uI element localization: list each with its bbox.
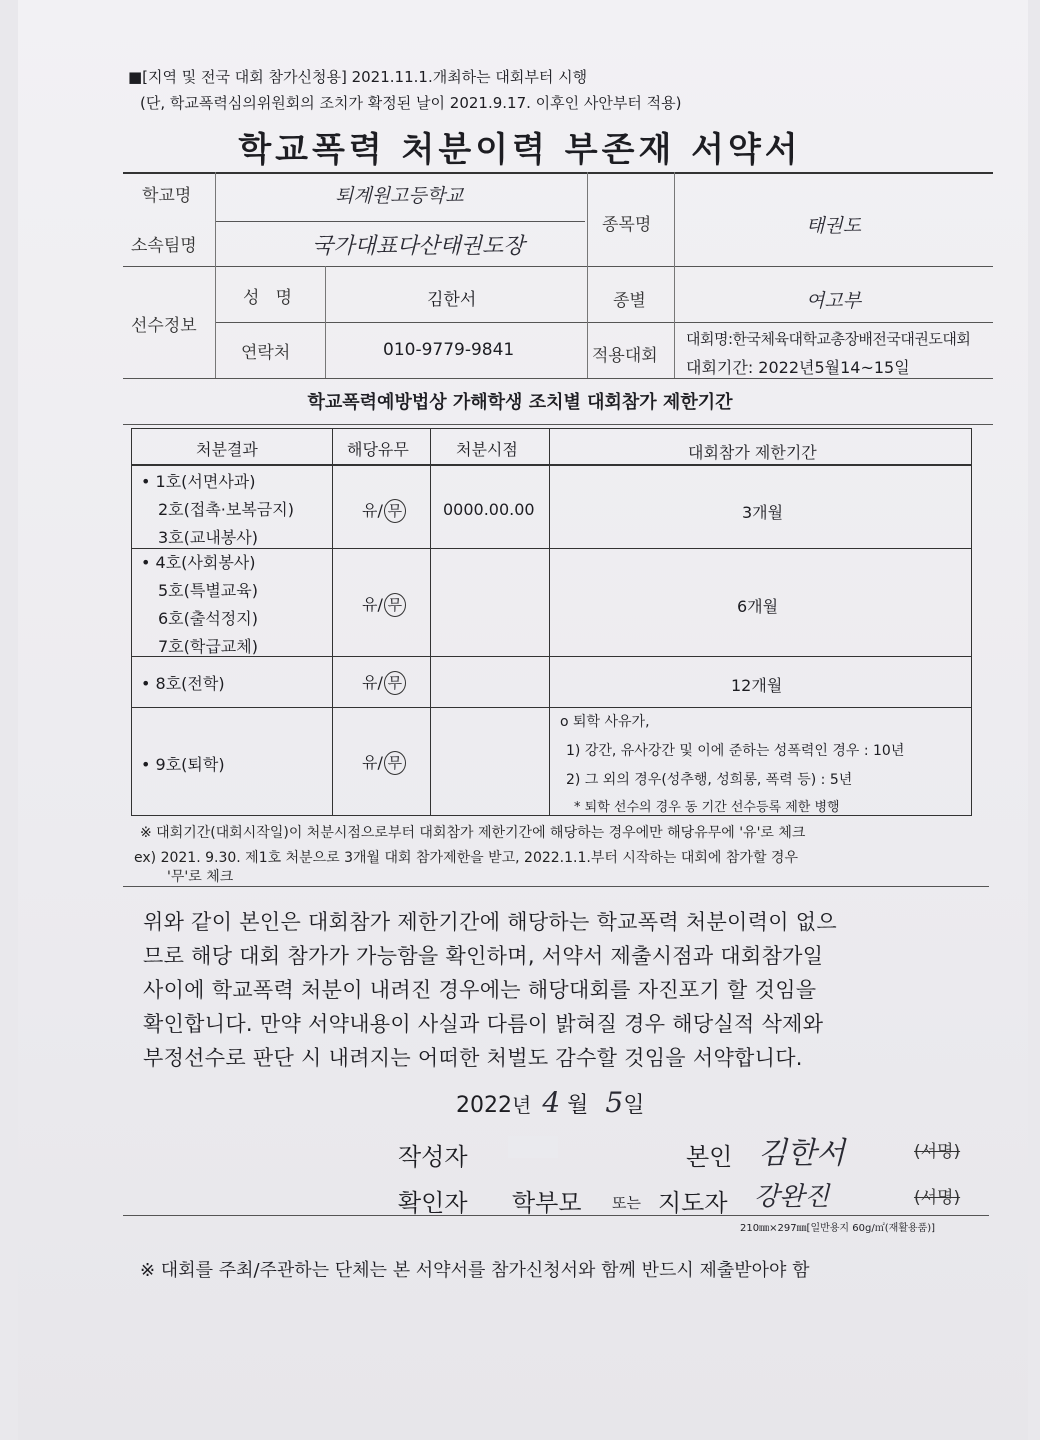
info-col-line [587, 172, 588, 378]
pledge-line: 부정선수로 판단 시 내려지는 어떠한 처벌도 감수할 것임을 서약합니다. [143, 1046, 803, 1070]
row4-period-line: o 퇴학 사유가, [560, 714, 650, 730]
team-label: 소속팀명 [131, 236, 197, 256]
confirm-label: 확인자 [398, 1189, 468, 1217]
info-divider [123, 266, 993, 267]
header-line-2: (단, 학교폭력심의위원회의 조치가 확정된 날이 2021.9.17. 이후인 사안부터 적용) [140, 94, 682, 112]
grid-header-line [131, 464, 972, 466]
info-col-line [215, 172, 216, 378]
parent-label: 학부모 [512, 1189, 582, 1217]
note-2: ex) 2021. 9.30. 제1호 처분으로 3개월 대회 참가제한을 받고, 2022.1.1.부터 시작하는 대회에 참가할 경우 [134, 850, 798, 866]
row1-item: • 1호(서면사과) [141, 472, 256, 491]
row3-item: • 8호(전학) [141, 674, 225, 693]
row4-check[interactable]: 유/ 무 [362, 750, 406, 775]
row4-period-line: 2) 그 외의 경우(성추행, 성희롱, 폭력 등) : 5년 [566, 772, 853, 788]
info-divider [215, 221, 585, 222]
division-label: 종별 [613, 291, 646, 311]
header-line-1: ■[지역 및 전국 대회 참가신청용] 2021.11.1.개최하는 대회부터 시행 [128, 68, 588, 86]
row3-period: 12개월 [731, 676, 783, 695]
info-col-line [674, 172, 675, 378]
coach-seal: (서명) [914, 1188, 961, 1208]
row1-period: 3개월 [742, 503, 784, 522]
document-title: 학교폭력 처분이력 부존재 서약서 [238, 130, 802, 170]
grid-col-line [549, 428, 550, 816]
event-value: 태권도 [806, 215, 862, 237]
name-value: 김한서 [427, 290, 477, 310]
grid-row-line [131, 707, 972, 708]
name-label: 성 명 [243, 288, 293, 308]
self-seal: (서명) [914, 1142, 961, 1162]
pledge-line: 위와 같이 본인은 대회참가 제한기간에 해당하는 학교폭력 처분이력이 없으 [143, 910, 837, 934]
header-period: 대회참가 제한기간 [688, 443, 817, 462]
pledge-line: 므로 해당 대회 참가가 가능함을 확인하며, 서약서 제출시점과 대회참가일 [143, 944, 824, 968]
grid-row-line [131, 548, 972, 549]
grid-col-line [332, 428, 333, 816]
writer-label: 작성자 [398, 1143, 468, 1171]
row4-period-line: * 퇴학 선수의 경우 동 기간 선수등록 제한 병행 [574, 800, 840, 815]
event-label: 종목명 [602, 215, 652, 235]
competition-name: 대회명:한국체육대학교총장배전국대권도대회 [686, 330, 971, 348]
row2-item: 6호(출석정지) [158, 609, 258, 628]
pledge-line: 사이에 학교폭력 처분이 내려진 경우에는 해당대회를 자진포기 할 것임을 [143, 978, 817, 1002]
note-3: '무'로 체크 [167, 869, 234, 885]
header-date: 처분시점 [456, 440, 518, 459]
or-label: 또는 [612, 1194, 641, 1212]
row3-check[interactable]: 유/ 무 [362, 670, 406, 695]
row1-item: 3호(교내봉사) [158, 528, 258, 547]
row2-period: 6개월 [737, 597, 779, 616]
division-value: 여고부 [806, 290, 862, 312]
info-top-border [123, 172, 993, 174]
row2-check[interactable]: 유/ 무 [362, 592, 406, 617]
note-1: ※ 대회기간(대회시작일)이 처분시점으로부터 대회참가 제한기간에 해당하는 경우에만 해당유무에 '유'로 체크 [140, 825, 806, 841]
paper-spec: 210㎜×297㎜[일반용지 60g/㎡(재활용품)] [740, 1223, 936, 1234]
header-applicable: 해당유무 [347, 440, 409, 459]
info-col-line [325, 266, 326, 378]
phone-value: 010-9779-9841 [383, 340, 515, 360]
info-divider [215, 322, 993, 323]
self-label: 본인 [686, 1143, 733, 1171]
row1-check[interactable]: 유/ 무 [362, 498, 406, 523]
row1-item: 2호(접촉·보복금지) [158, 500, 294, 519]
signature-bottom-line [123, 1215, 989, 1216]
phone-label: 연락처 [241, 343, 291, 363]
circled-check: 무 [384, 751, 406, 775]
circled-check: 무 [384, 499, 406, 523]
school-value: 퇴계원고등학교 [335, 185, 464, 207]
row1-date: 0000.00.00 [443, 500, 535, 519]
coach-signature: 강완진 [754, 1182, 830, 1212]
info-divider [123, 378, 993, 379]
competition-label: 적용대회 [592, 346, 658, 366]
restriction-title: 학교폭력예방법상 가해학생 조치별 대회참가 제한기간 [307, 392, 733, 413]
coach-label: 지도자 [658, 1189, 728, 1217]
competition-period: 대회기간: 2022년5월14~15일 [686, 358, 910, 377]
circled-check: 무 [384, 593, 406, 617]
info-bottom-border [123, 424, 993, 425]
writer-blank [508, 1136, 558, 1162]
header-result: 처분결과 [196, 440, 258, 459]
row2-item: 7호(학급교체) [158, 637, 258, 656]
notes-bottom-line [123, 886, 989, 887]
grid-col-line [430, 428, 431, 816]
player-info-label: 선수정보 [131, 316, 197, 336]
self-signature: 김한서 [758, 1136, 845, 1171]
pledge-date: 2022년 4 월 5일 [456, 1086, 645, 1119]
row2-item: 5호(특별교육) [158, 581, 258, 600]
footer-note: ※ 대회를 주최/주관하는 단체는 본 서약서를 참가신청서와 함께 반드시 제출받아야 함 [140, 1260, 810, 1281]
row4-item: • 9호(퇴학) [141, 755, 225, 774]
row2-item: • 4호(사회봉사) [141, 553, 256, 572]
row4-period-line: 1) 강간, 유사강간 및 이에 준하는 성폭력인 경우 : 10년 [566, 743, 905, 759]
circled-check: 무 [384, 671, 406, 695]
team-value: 국가대표다산태권도장 [312, 234, 525, 259]
school-label: 학교명 [142, 186, 192, 206]
pledge-line: 확인합니다. 만약 서약내용이 사실과 다름이 밝혀질 경우 해당실적 삭제와 [143, 1012, 824, 1036]
